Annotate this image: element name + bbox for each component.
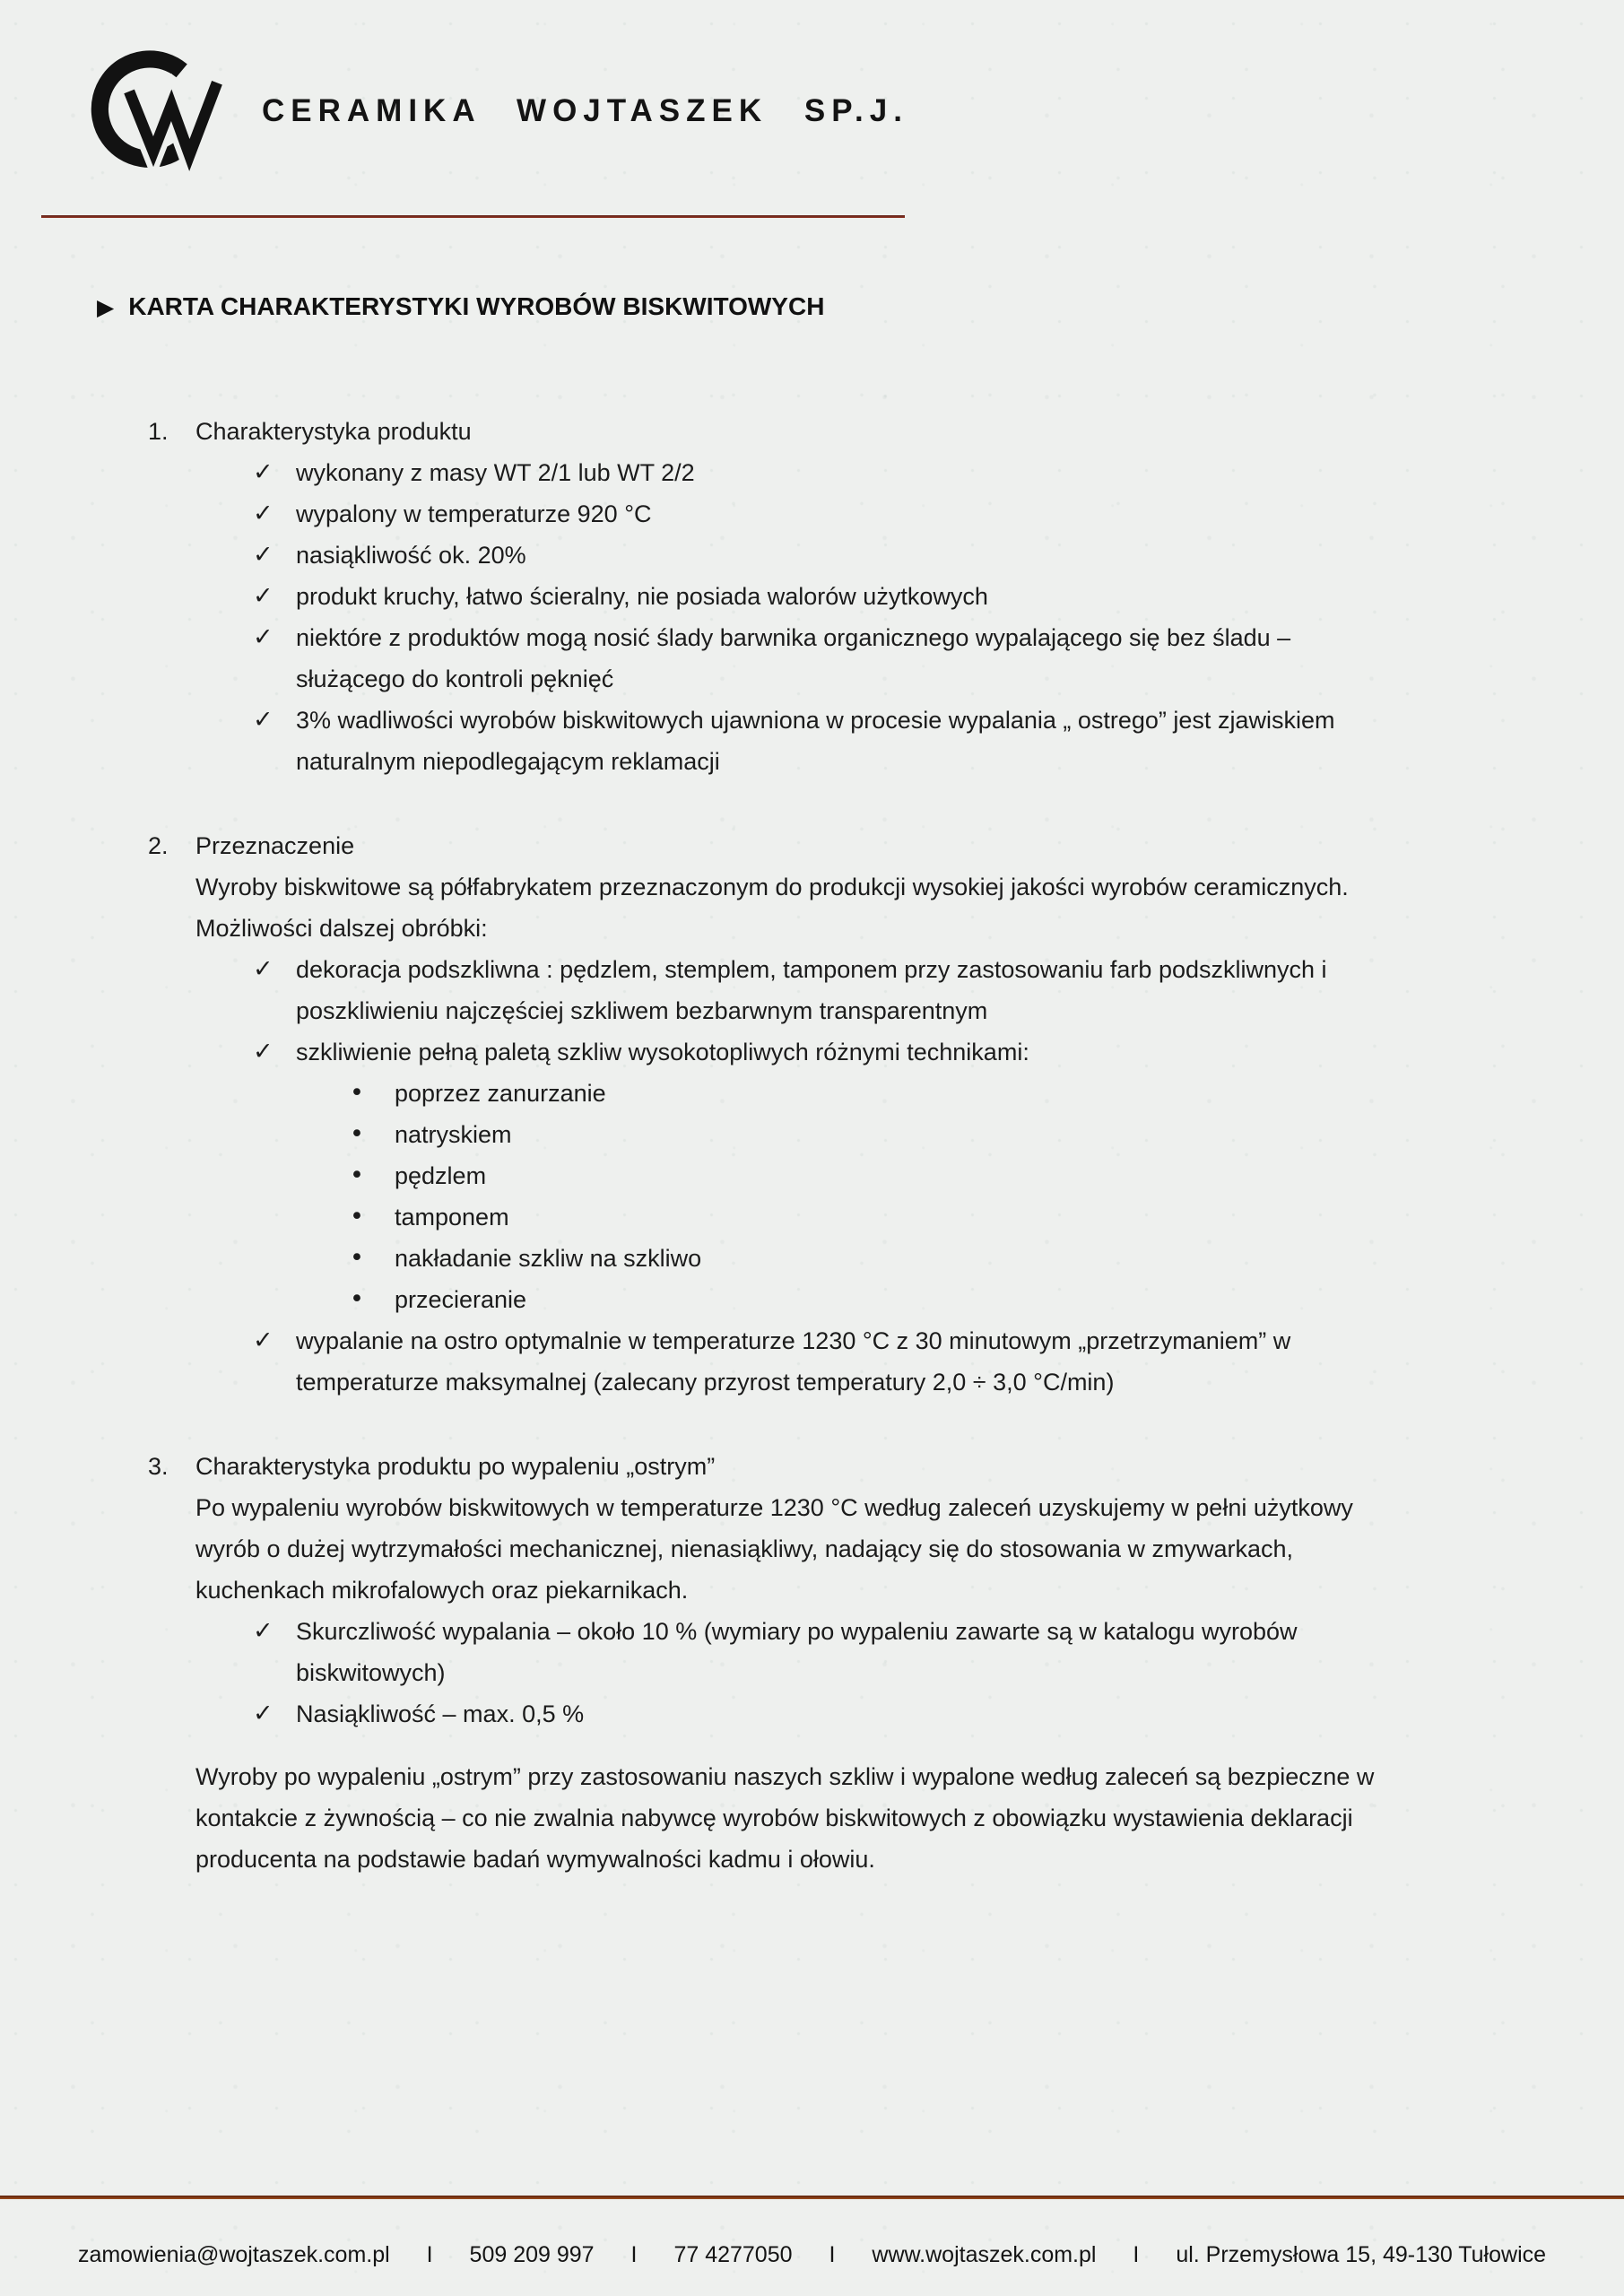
bullet-icon: • xyxy=(350,1120,364,1148)
bullet-item xyxy=(148,1279,1522,1320)
footer-separator: I xyxy=(1133,2242,1140,2267)
check-icon: ✓ xyxy=(253,1700,274,1727)
bullet-item-text: natryskiem xyxy=(395,1121,512,1148)
section-number: 1. xyxy=(148,418,169,445)
triangle-marker-icon: ▶ xyxy=(97,294,115,320)
check-icon: ✓ xyxy=(253,541,274,569)
section-1 xyxy=(148,411,1522,782)
section-number: 3. xyxy=(148,1453,169,1480)
check-item-text: szkliwienie pełną paletą szkliw wysokotopliwych różnymi technikami: xyxy=(296,1039,1029,1065)
check-item xyxy=(148,452,1522,493)
section-2-heading xyxy=(148,825,1522,866)
footer-separator: I xyxy=(829,2242,836,2267)
check-item xyxy=(148,949,1522,1031)
check-item-text: nasiąkliwość ok. 20% xyxy=(296,542,526,569)
check-item-text: Nasiąkliwość – max. 0,5 % xyxy=(296,1700,585,1727)
footer-email[interactable]: zamowienia@wojtaszek.com.pl xyxy=(77,2242,390,2267)
check-item-text: wypalony w temperaturze 920 °C xyxy=(296,500,652,527)
bullet-icon: • xyxy=(350,1244,364,1272)
check-item-text: niektóre z produktów mogą nosić ślady barwnika organicznego wypalającego się bez śladu – służącego do kontroli pęknięć xyxy=(296,624,1291,692)
section-heading-text: Przeznaczenie xyxy=(195,832,355,859)
check-icon: ✓ xyxy=(253,623,274,651)
check-item xyxy=(148,535,1522,576)
page-title-text: KARTA CHARAKTERYSTYKI WYROBÓW BISKWITOWYCH xyxy=(128,292,825,320)
bullet-item-text: tamponem xyxy=(395,1204,509,1231)
section-heading-text: Charakterystyka produktu po wypaleniu „ostrym” xyxy=(195,1453,716,1480)
check-item-text: produkt kruchy, łatwo ścieralny, nie posiada walorów użytkowych xyxy=(296,583,988,610)
bullet-item-text: poprzez zanurzanie xyxy=(395,1080,606,1107)
bullet-item-text: nakładanie szkliw na szkliwo xyxy=(395,1245,702,1272)
check-icon: ✓ xyxy=(253,1326,274,1354)
check-item xyxy=(148,1320,1522,1403)
bullet-item xyxy=(148,1155,1522,1196)
bullet-item-text: przecieranie xyxy=(395,1286,527,1313)
bullet-icon: • xyxy=(350,1161,364,1189)
footer-rule xyxy=(0,2196,1624,2199)
section-1-heading xyxy=(148,411,1522,452)
check-icon: ✓ xyxy=(253,458,274,486)
check-item xyxy=(148,1611,1522,1693)
check-item xyxy=(148,576,1522,617)
footer-address: ul. Przemysłowa 15, 49-130 Tułowice xyxy=(1176,2242,1547,2267)
bullet-item-text: pędzlem xyxy=(395,1162,487,1189)
check-item-text: 3% wadliwości wyrobów biskwitowych ujawniona w procesie wypalania „ ostrego” jest zjawiskiem naturalnym niepodlegającym reklamacji xyxy=(296,707,1335,775)
section-3-heading xyxy=(148,1446,1522,1487)
check-item-text: wypalanie na ostro optymalnie w temperaturze 1230 °C z 30 minutowym „przetrzymaniem” w temperaturze maksymalnej (zalecany przyrost temperatury 2,0 ÷ 3,0 °C/min) xyxy=(296,1327,1291,1396)
check-icon: ✓ xyxy=(253,582,274,610)
footer-separator: I xyxy=(426,2242,433,2267)
check-item xyxy=(148,1693,1522,1735)
footer-separator: I xyxy=(630,2242,638,2267)
bullet-icon: • xyxy=(350,1285,364,1313)
check-item xyxy=(148,493,1522,535)
check-icon: ✓ xyxy=(253,1617,274,1645)
section-heading-text: Charakterystyka produktu xyxy=(195,418,472,445)
check-item xyxy=(148,617,1522,700)
page-title xyxy=(97,292,824,321)
check-icon: ✓ xyxy=(253,706,274,734)
section-2 xyxy=(148,825,1522,1403)
check-icon: ✓ xyxy=(253,1038,274,1065)
check-item-text: dekoracja podszkliwna : pędzlem, stemplem, tamponem przy zastosowaniu farb podszkliwnych i poszkliwieniu najczęściej szkliwem bezbarwnym transparentnym xyxy=(296,956,1327,1024)
company-name: CERAMIKA WOJTASZEK SP.J. xyxy=(262,93,908,128)
footer-phone-1: 509 209 997 xyxy=(469,2242,595,2267)
header-rule xyxy=(41,215,905,218)
bullet-icon: • xyxy=(350,1079,364,1107)
check-icon: ✓ xyxy=(253,500,274,527)
check-item xyxy=(148,1031,1522,1073)
footer-phone-2: 77 4277050 xyxy=(673,2242,793,2267)
check-item-text: Skurczliwość wypalania – około 10 % (wymiary po wypaleniu zawarte są w katalogu wyrobów biskwitowych) xyxy=(296,1618,1298,1686)
check-icon: ✓ xyxy=(253,955,274,983)
bullet-item xyxy=(148,1114,1522,1155)
section-number: 2. xyxy=(148,832,169,859)
check-item xyxy=(148,700,1522,782)
document-body xyxy=(148,411,1522,1880)
bullet-item xyxy=(148,1196,1522,1238)
section-3 xyxy=(148,1446,1522,1880)
footer xyxy=(0,2242,1624,2268)
footer-website[interactable]: www.wojtaszek.com.pl xyxy=(872,2242,1097,2267)
bullet-item xyxy=(148,1073,1522,1114)
closing-paragraph: Wyroby po wypaleniu „ostrym” przy zastosowaniu naszych szkliw i wypalone według zaleceń są bezpieczne w kontakcie z żywnością – co nie zwalnia nabywcę wyrobów biskwitowych z obowiązku wystawienia deklaracji producenta na podstawie badań wymywalności kadmu i ołowiu. xyxy=(195,1763,1375,1873)
bullet-item xyxy=(148,1238,1522,1279)
section-paragraph: Po wypaleniu wyrobów biskwitowych w temperaturze 1230 °C według zaleceń uzyskujemy w pełni użytkowy wyrób o dużej wytrzymałości mechanicznej, nienasiąkliwy, nadający się do stosowania w zmywarkach, kuchenkach mikrofalowych oraz piekarnikach. xyxy=(195,1494,1353,1604)
check-item-text: wykonany z masy WT 2/1 lub WT 2/2 xyxy=(296,459,695,486)
section-paragraph: Wyroby biskwitowe są półfabrykatem przeznaczonym do produkcji wysokiej jakości wyrobów ceramicznych. Możliwości dalszej obróbki: xyxy=(195,874,1349,942)
cw-monogram-icon xyxy=(88,39,239,186)
bullet-icon: • xyxy=(350,1203,364,1231)
